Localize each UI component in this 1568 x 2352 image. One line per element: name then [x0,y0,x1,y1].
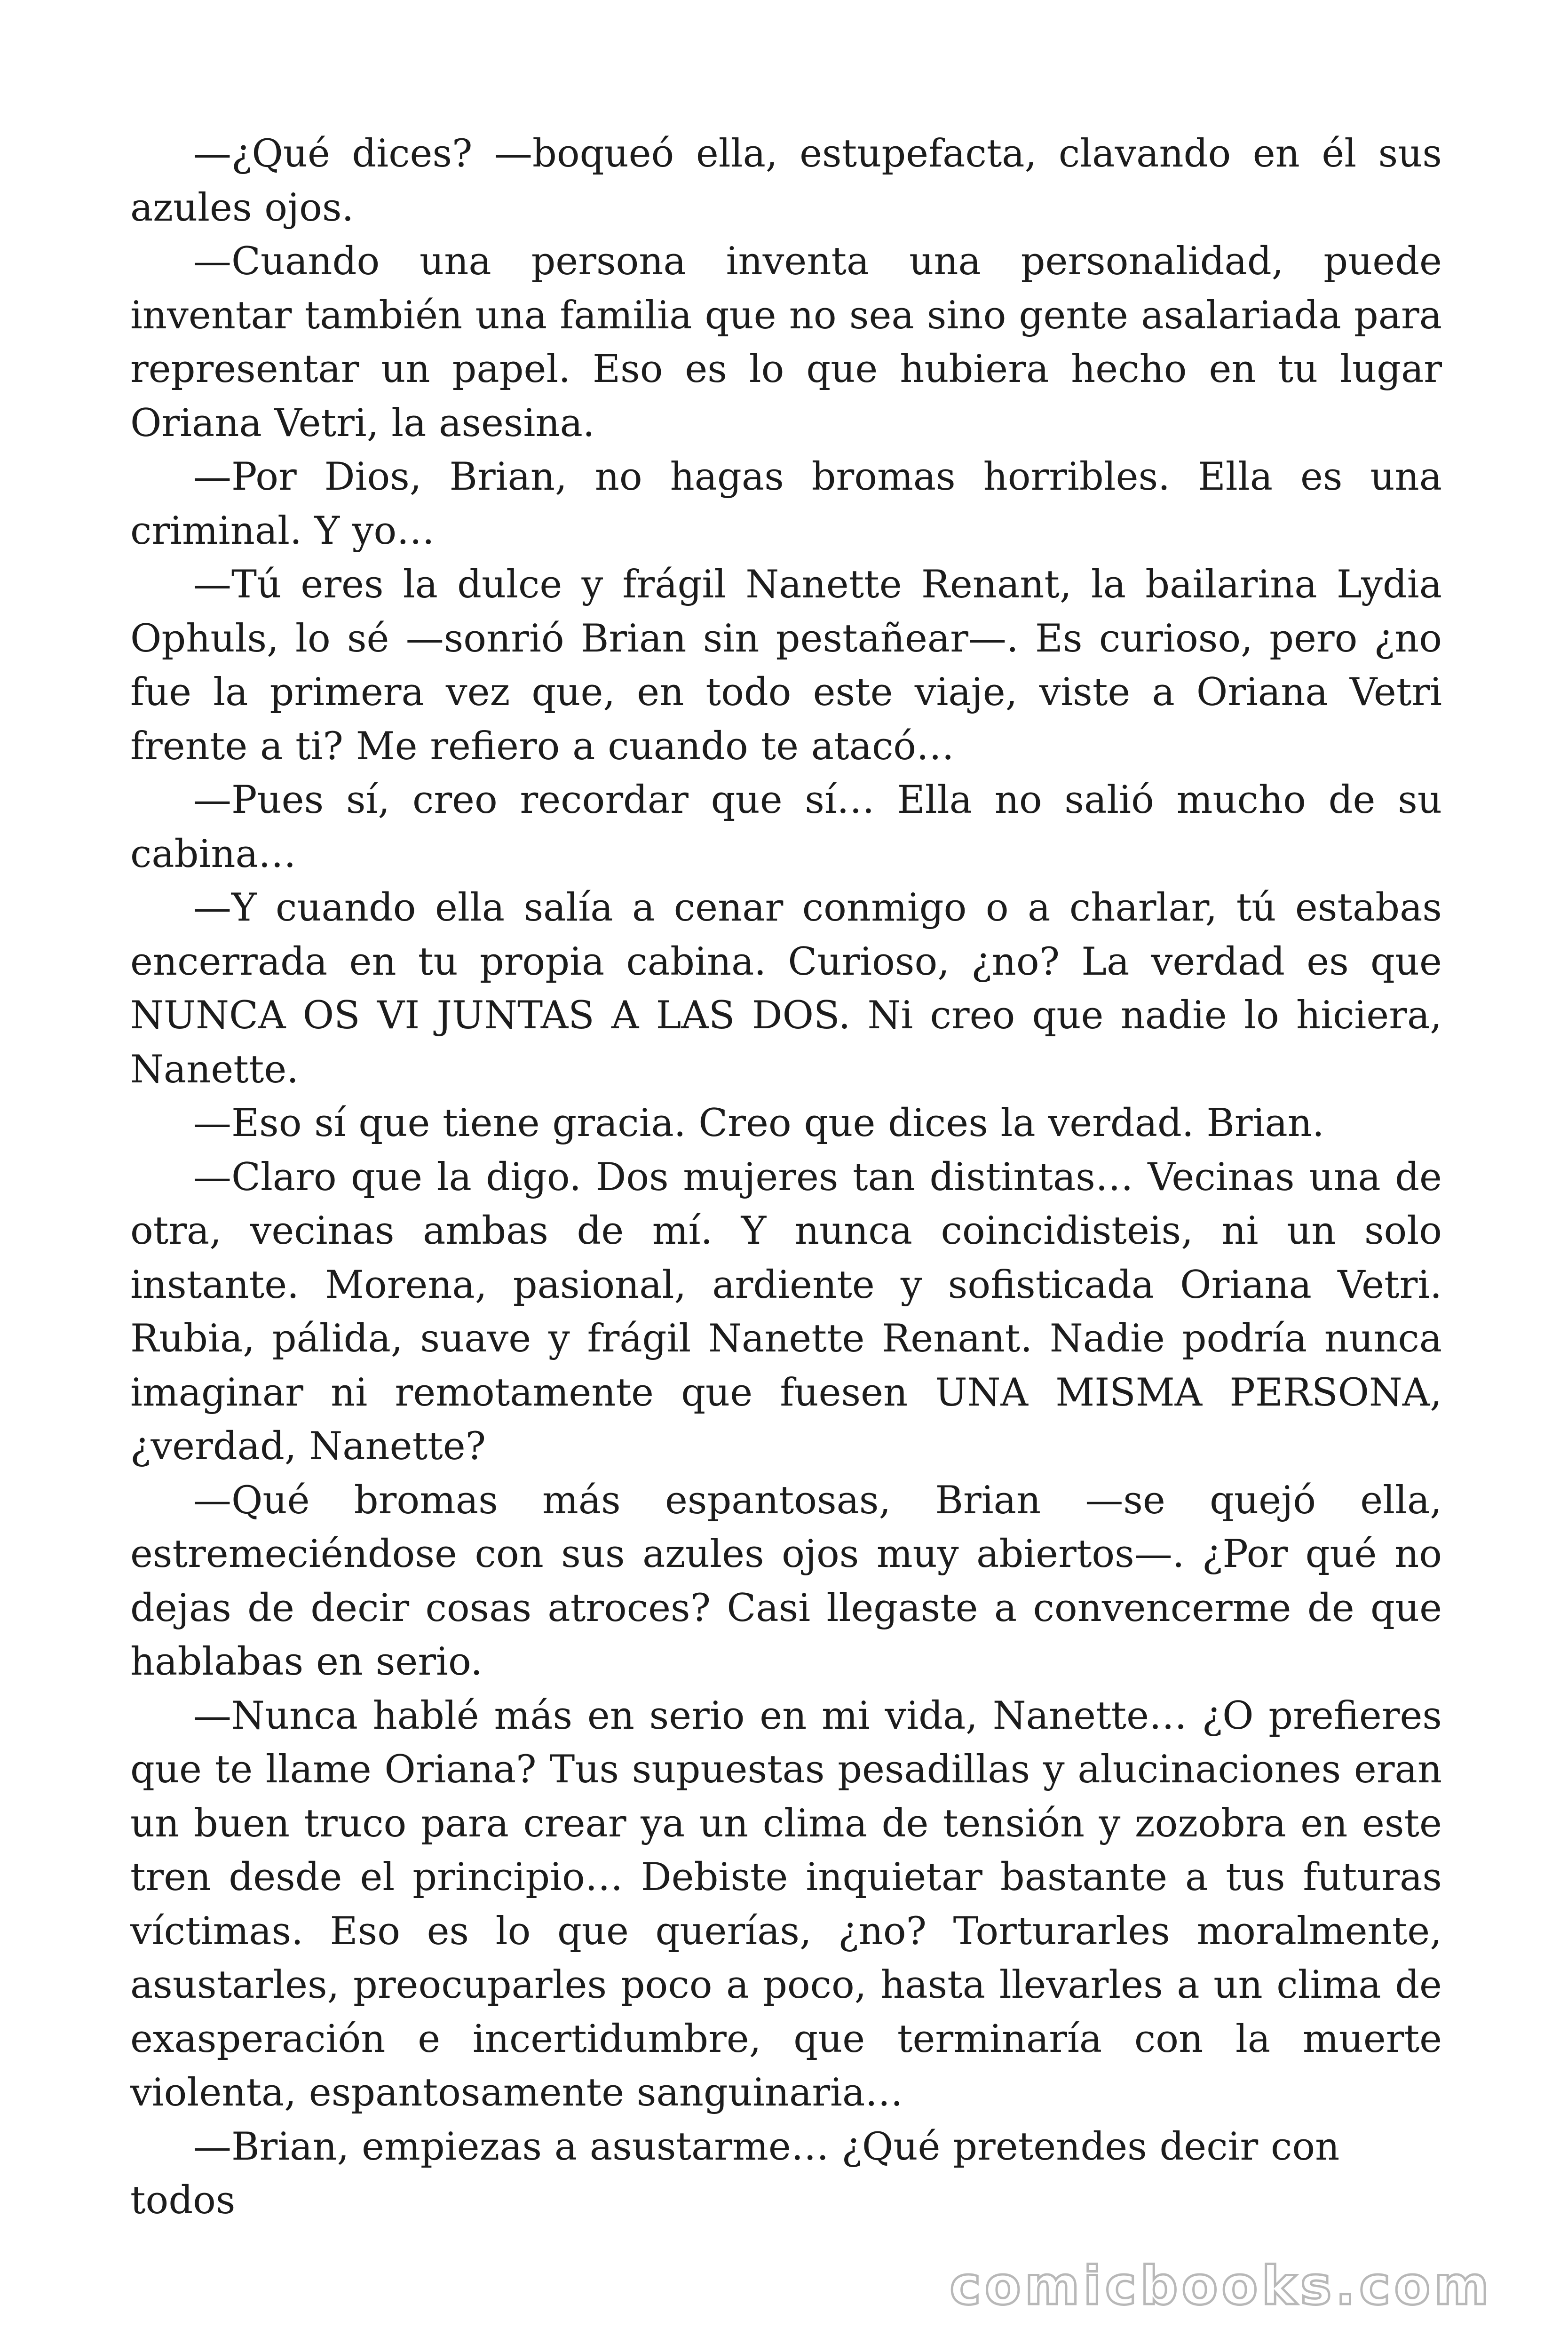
paragraph: —Cuando una persona inventa una personalidad, puede inventar también una familia que no sea sino gente asalariada para representar un papel. Eso es lo que hubiera hecho en tu lugar Oriana Vetri, la asesina. [130,239,1442,445]
paragraph: —¿Qué dices? —boqueó ella, estupefacta, clavando en él sus azules ojos. [130,132,1442,230]
page-body [130,127,1442,2228]
paragraph: —Claro que la digo. Dos mujeres tan distintas… Vecinas una de otra, vecinas ambas de mí. Y nunca coincidisteis, ni un solo instante. Morena, pasional, ardiente y sofisticada Oriana Vetri. Rubia, pálida, suave y frágil Nanette Renant. Nadie podría nunca imaginar ni remotamente que fuesen UNA MISMA PERSONA, ¿verdad, Nanette? [130,1155,1442,1469]
paragraph: —Nunca hablé más en serio en mi vida, Nanette… ¿O prefieres que te llame Oriana? Tus supuestas pesadillas y alucinaciones eran un buen truco para crear ya un clima de tensión y zozobra en este tren desde el principio… Debiste inquietar bastante a tus futuras víctimas. Eso es lo que querías, ¿no? Torturarles moralmente, asustarles, preocuparles poco a poco, hasta llevarles a un clima de exasperación e incertidumbre, que terminaría con la muerte violenta, espantosamente sanguinaria… [130,1693,1442,2115]
paragraph: —Qué bromas más espantosas, Brian —se quejó ella, estremeciéndose con sus azules ojos muy abiertos—. ¿Por qué no dejas de decir cosas atroces? Casi llegaste a convencerme de que hablabas en serio. [130,1478,1442,1684]
paragraph: —Tú eres la dulce y frágil Nanette Renant, la bailarina Lydia Ophuls, lo sé —sonrió Brian sin pestañear—. Es curioso, pero ¿no fue la primera vez que, en todo este viaje, viste a Oriana Vetri frente a ti? Me refiero a cuando te atacó… [130,563,1442,769]
paragraph: —Eso sí que tiene gracia. Creo que dices la verdad. Brian. [193,1101,1324,1145]
paragraph: —Brian, empiezas a asustarme… ¿Qué pretendes decir con todos [130,2124,1340,2223]
paragraph: —Por Dios, Brian, no hagas bromas horribles. Ella es una criminal. Y yo… [130,455,1442,553]
paragraph: —Y cuando ella salía a cenar conmigo o a charlar, tú estabas encerrada en tu propia cabina. Curioso, ¿no? La verdad es que NUNCA OS VI JUNTAS A LAS DOS. Ni creo que nadie lo hiciera, Nanette. [130,886,1442,1092]
paragraph: —Pues sí, creo recordar que sí… Ella no salió mucho de su cabina… [130,778,1442,876]
watermark: comicbooks.com [950,2256,1493,2317]
